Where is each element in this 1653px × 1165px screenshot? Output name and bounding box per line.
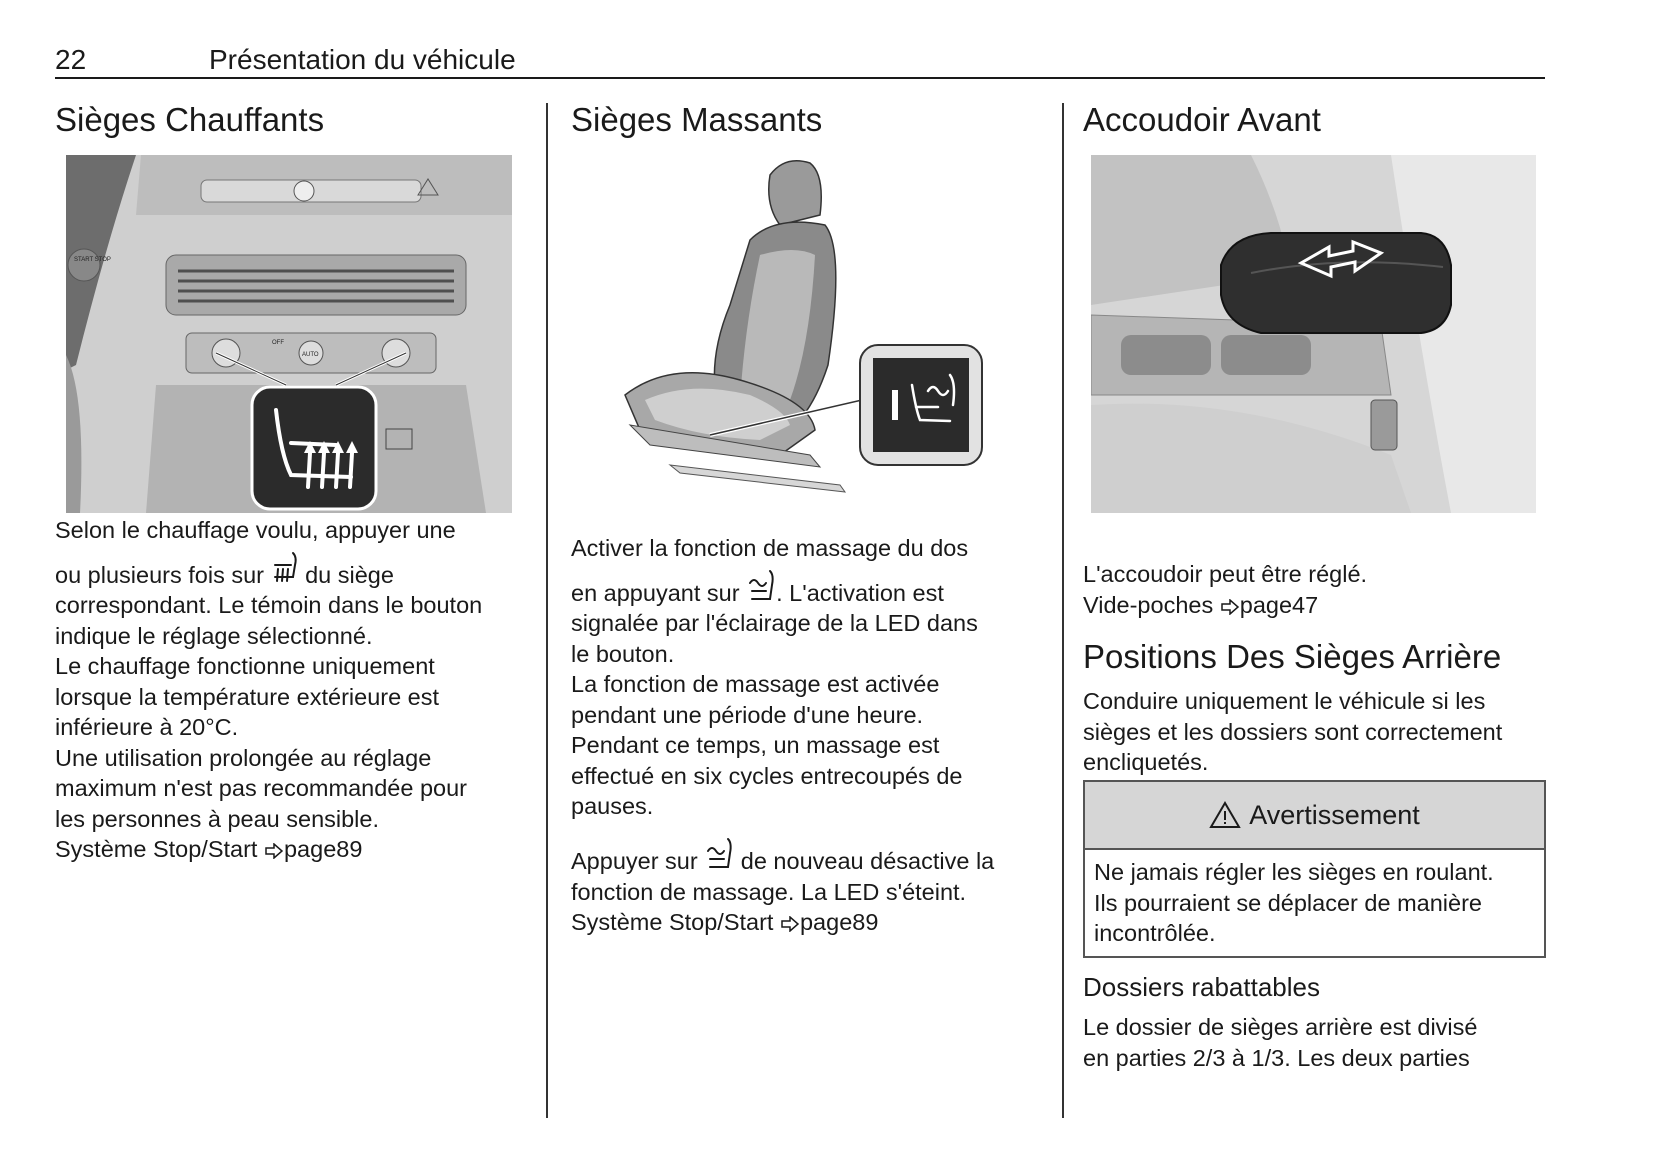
armrest-heading: Accoudoir Avant — [1083, 101, 1321, 138]
folding-backrests-heading: Dossiers rabattables — [1083, 972, 1320, 1002]
folding-backrests-para: Le dossier de sièges arrière est divisé en parties 2/3 à 1/3. Les deux parties — [1083, 1014, 1478, 1071]
warning-box — [1083, 780, 1546, 958]
off-label: OFF — [272, 340, 284, 346]
massage-para-1: Activer la fonction de massage du dos en appuyant sur . L'activation est signalée par l'éclairage de la LED dans le bouton. La fonction de massage est activée pendant une période d'une heure. Pendant ce temps, un massage est effectué en six cycles entrecoupés de pauses. — [571, 535, 978, 819]
page-reference-arrow-icon — [1220, 599, 1240, 615]
header-rule — [55, 77, 1545, 79]
massage-seat-figure — [610, 155, 994, 495]
heated-seats-heading: Sièges Chauffants — [55, 101, 325, 138]
massage-seats-heading: Sièges Massants — [571, 101, 823, 138]
armrest-para: L'accoudoir peut être réglé. Vide-poches page47 — [1083, 561, 1368, 618]
heated-seat-icon — [271, 551, 299, 585]
heated-para-1: Selon le chauffage voulu, appuyer une ou plusieurs fois sur du siège correspondant. Le témoin dans le bouton indique le réglage sélectionné. Le chauffage fonctionne uniquement lorsque la température extérieure est inférieure à 20°C. Une utilisation prolongée au réglage maximum n'est pas recommandée pour les personnes à peau sensible. Système Stop/Start page89 — [55, 517, 483, 862]
page-reference-arrow-icon — [264, 843, 284, 859]
auto-label: AUTO — [302, 352, 319, 358]
page-reference-arrow-icon — [780, 916, 800, 932]
page-link[interactable]: page89 — [799, 909, 879, 935]
heated-seats-figure — [66, 155, 512, 513]
warning-title: Avertissement — [1249, 799, 1420, 830]
column-divider-2 — [1062, 103, 1064, 1118]
massage-seat-icon — [746, 567, 776, 603]
massage-seat-icon — [704, 835, 734, 871]
rear-seat-positions-heading: Positions Des Sièges Arrière — [1083, 638, 1502, 675]
column-divider-1 — [546, 103, 548, 1118]
warning-body: Ne jamais régler les sièges en roulant. Ils pourraient se déplacer de manière incontrôlée. — [1094, 859, 1494, 946]
page-link[interactable]: page89 — [283, 836, 363, 862]
warning-header — [1085, 782, 1544, 850]
massage-para-2: Appuyer sur de nouveau désactive la fonction de massage. La LED s'éteint. Système Stop/Start page89 — [571, 835, 994, 938]
rear-seats-para: Conduire uniquement le véhicule si les sièges et les dossiers sont correctement encliquetés. — [1083, 688, 1503, 775]
start-stop-label: START STOP — [74, 257, 111, 263]
page-number: 22 — [55, 44, 87, 75]
armrest-figure — [1091, 155, 1536, 513]
warning-triangle-icon — [1209, 801, 1241, 829]
chapter-title: Présentation du véhicule — [209, 44, 516, 75]
page-link[interactable]: page47 — [1239, 591, 1319, 618]
